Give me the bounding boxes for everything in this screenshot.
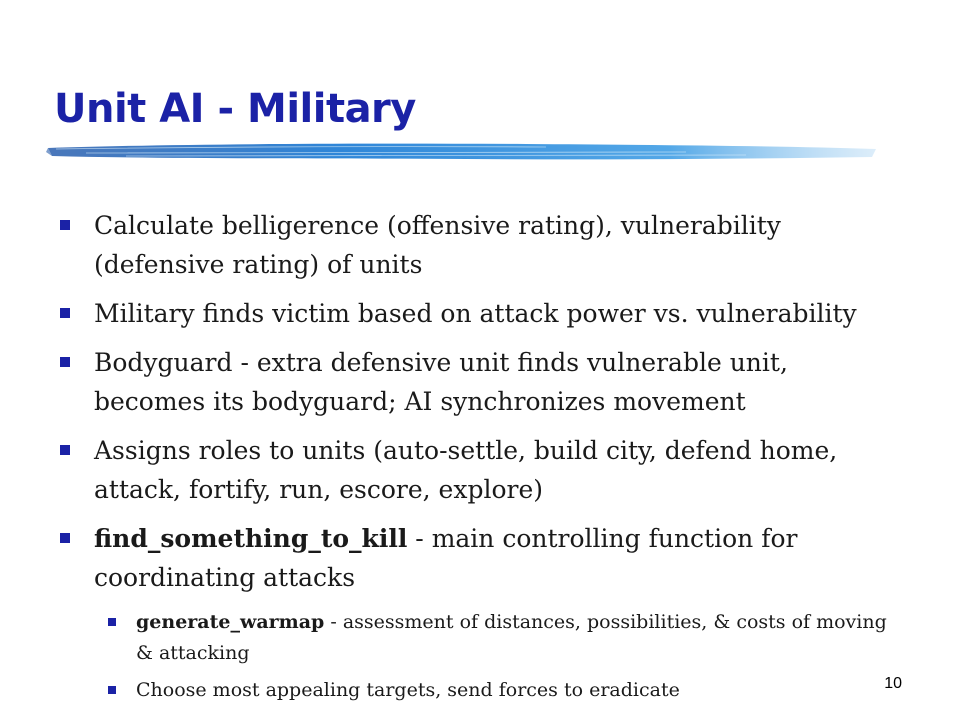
bullet-item	[54, 343, 904, 421]
slide-title: Unit AI - Military	[54, 86, 416, 132]
square-bullet-icon	[108, 618, 116, 626]
function-name: generate_warmap	[136, 611, 325, 633]
bullet-item	[54, 519, 904, 597]
sub-bullet-item	[54, 607, 904, 669]
square-bullet-icon	[60, 533, 70, 543]
bullet-text: Military finds victim based on attack power vs. vulnerability	[94, 299, 857, 328]
bullet-text: Bodyguard - extra defensive unit finds vulnerable unit, becomes its bodyguard; AI synchronizes movement	[94, 348, 788, 416]
bullet-item	[54, 294, 904, 333]
square-bullet-icon	[60, 357, 70, 367]
bullet-list	[54, 206, 904, 712]
bullet-text: Assigns roles to units (auto-settle, build city, defend home, attack, fortify, run, escore, explore)	[94, 436, 838, 504]
sub-bullet-item	[54, 675, 904, 706]
bullet-text: - assessment of distances, possibilities, & costs of moving & attacking	[136, 611, 887, 664]
bullet-text: Calculate belligerence (offensive rating), vulnerability (defensive rating) of units	[94, 211, 781, 279]
square-bullet-icon	[60, 445, 70, 455]
square-bullet-icon	[108, 686, 116, 694]
bullet-text: - main controlling function for coordinating attacks	[94, 524, 798, 592]
function-name: find_something_to_kill	[94, 524, 408, 553]
bullet-item	[54, 206, 904, 284]
page-number: 10	[884, 675, 902, 692]
square-bullet-icon	[60, 220, 70, 230]
bullet-item	[54, 431, 904, 509]
square-bullet-icon	[60, 308, 70, 318]
title-underline-brushstroke	[46, 140, 878, 164]
bullet-text: Choose most appealing targets, send forces to eradicate	[136, 679, 680, 701]
